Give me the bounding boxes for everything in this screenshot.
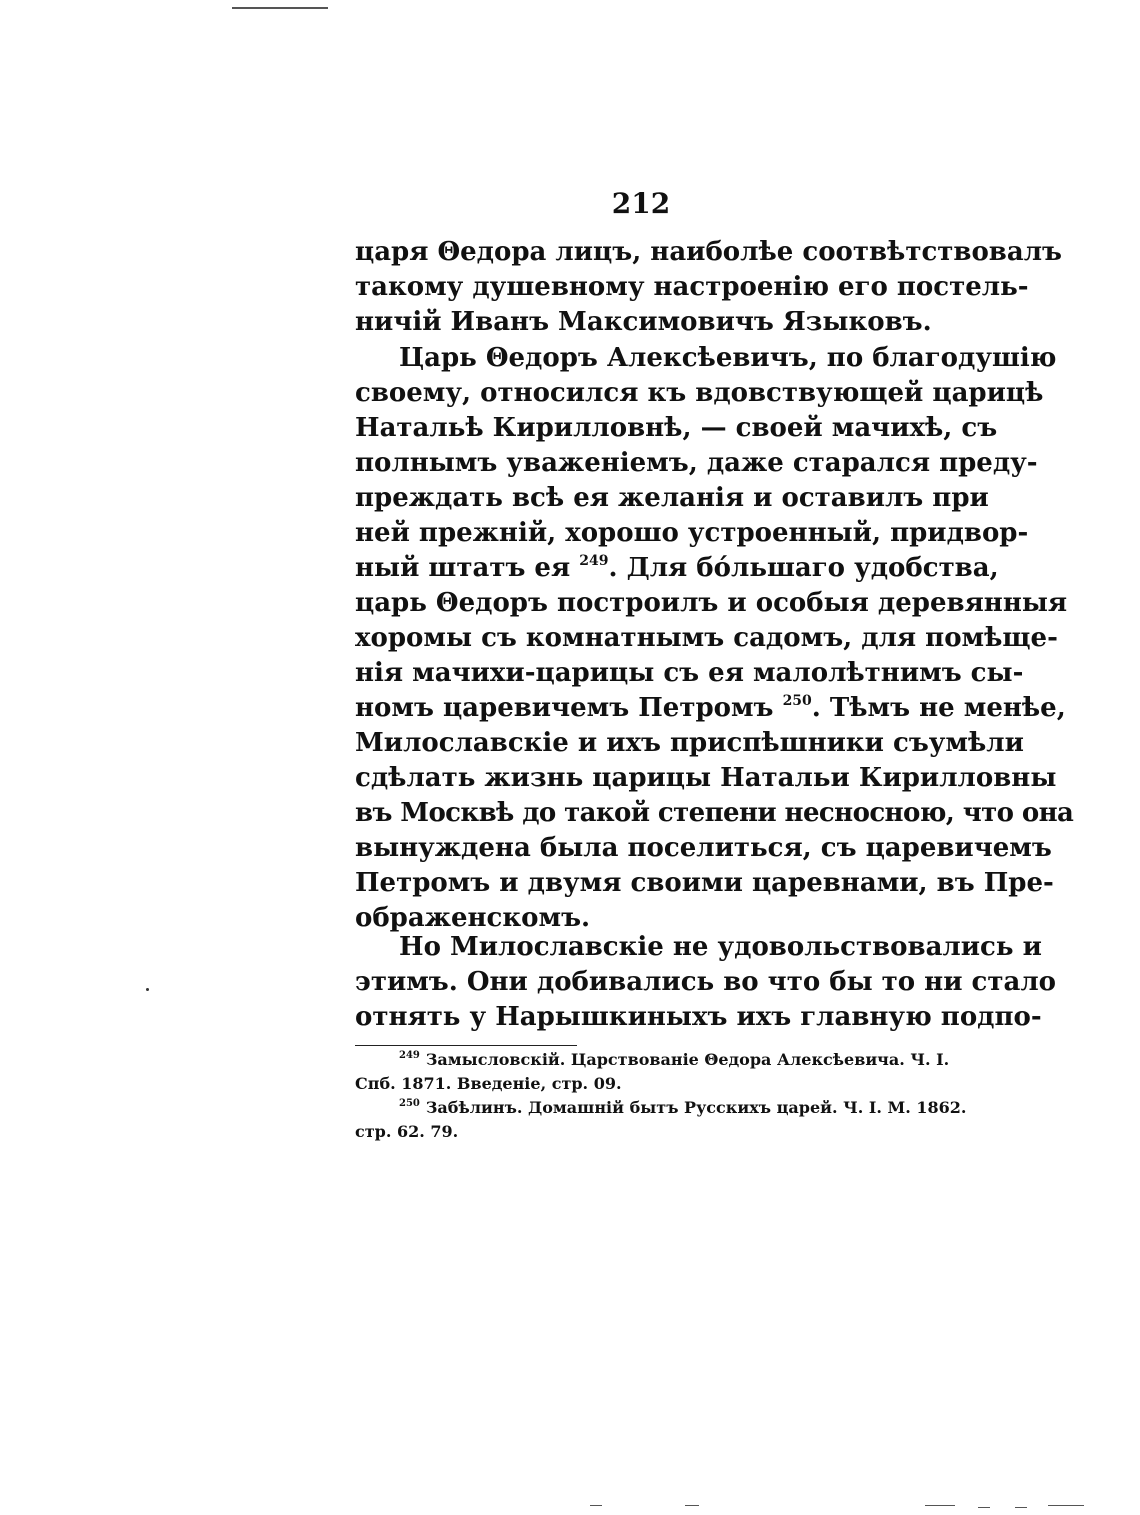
footnote-text: Забѣлинъ. Домашній бытъ Русскихъ царей. Ч. I. М. 1862. bbox=[425, 1098, 967, 1117]
body-text bbox=[355, 235, 1062, 340]
text-line: Милославскіе и ихъ приспѣшники съумѣли bbox=[355, 728, 1024, 758]
footnote-249-cont: Спб. 1871. Введеніе, стр. 09. bbox=[355, 1074, 622, 1093]
page-number: 212 bbox=[611, 187, 671, 220]
text-line-with-ref bbox=[355, 691, 1066, 726]
scan-speck bbox=[146, 988, 149, 991]
text-line: Царь Θедоръ Алексѣевичъ, по благодушію bbox=[399, 343, 1057, 373]
text-line: царя Θедора лицъ, наиболѣе соотвѣтствовалъ bbox=[355, 237, 1062, 267]
text-line: хоромы съ комнатнымъ садомъ, для помѣще- bbox=[355, 623, 1058, 653]
text-line: Но Милославскіе не удовольствовались и bbox=[399, 932, 1042, 962]
text-line: ображенскомъ. bbox=[355, 903, 591, 933]
footnote-ref-249[interactable]: 249 bbox=[579, 553, 609, 569]
text-segment: ный штатъ ея bbox=[355, 553, 571, 583]
text-line: такому душевному настроенію его постель- bbox=[355, 272, 1029, 302]
text-segment: номъ царевичемъ Петромъ bbox=[355, 693, 774, 723]
footnotes bbox=[355, 1048, 967, 1144]
text-line: ничій Иванъ Максимовичъ Языковъ. bbox=[355, 307, 932, 337]
footnote-divider bbox=[355, 1045, 577, 1046]
scan-artifact-top bbox=[232, 7, 328, 9]
text-line: въ Москвѣ до такой степени несносною, что она bbox=[355, 798, 1074, 828]
footnote-number: 250 bbox=[399, 1098, 420, 1109]
scan-artifact-bottom bbox=[978, 1507, 990, 1508]
footnote-ref-250[interactable]: 250 bbox=[782, 693, 812, 709]
text-line: преждать всѣ ея желанія и оставилъ при bbox=[355, 483, 989, 513]
scan-artifact-bottom bbox=[925, 1505, 955, 1506]
text-line: нія мачихи-царицы съ ея малолѣтнимъ сы- bbox=[355, 658, 1024, 688]
text-line: отнять у Нарышкиныхъ ихъ главную подпо- bbox=[355, 1002, 1042, 1032]
footnote-number: 249 bbox=[399, 1050, 420, 1061]
text-line: сдѣлать жизнь царицы Натальи Кирилловны bbox=[355, 763, 1057, 793]
text-line: этимъ. Они добивались во что бы то ни стало bbox=[355, 967, 1057, 997]
scan-artifact-bottom bbox=[590, 1505, 602, 1506]
text-line: ней прежній, хорошо устроенный, придвор- bbox=[355, 518, 1029, 548]
text-line-with-ref bbox=[355, 551, 999, 586]
text-line: своему, относился къ вдовствующей царицѣ bbox=[355, 378, 1044, 408]
scan-artifact-bottom bbox=[685, 1505, 699, 1506]
footnote-249 bbox=[355, 1048, 950, 1072]
text-line: Петромъ и двумя своими царевнами, въ Пре- bbox=[355, 868, 1054, 898]
scan-artifact-bottom bbox=[1048, 1505, 1084, 1506]
footnote-250 bbox=[355, 1096, 967, 1120]
footnote-250-cont: стр. 62. 79. bbox=[355, 1122, 459, 1141]
footnote-text: Замысловскій. Царствованіе Θедора Алексѣевича. Ч. I. bbox=[425, 1050, 950, 1069]
paragraph-3 bbox=[355, 930, 1057, 1035]
scan-artifact-bottom bbox=[1015, 1507, 1027, 1508]
text-segment: . Тѣмъ не менѣе, bbox=[811, 693, 1066, 723]
text-line: полнымъ уваженіемъ, даже старался преду- bbox=[355, 448, 1038, 478]
text-segment: . Для бо́льшаго удобства, bbox=[608, 553, 999, 583]
text-line: царь Θедоръ построилъ и особыя деревянныя bbox=[355, 588, 1068, 618]
paragraph-2 bbox=[355, 341, 1074, 936]
text-line: Натальѣ Кирилловнѣ, — своей мачихѣ, съ bbox=[355, 413, 998, 443]
text-line: вынуждена была поселиться, съ царевичемъ bbox=[355, 833, 1052, 863]
